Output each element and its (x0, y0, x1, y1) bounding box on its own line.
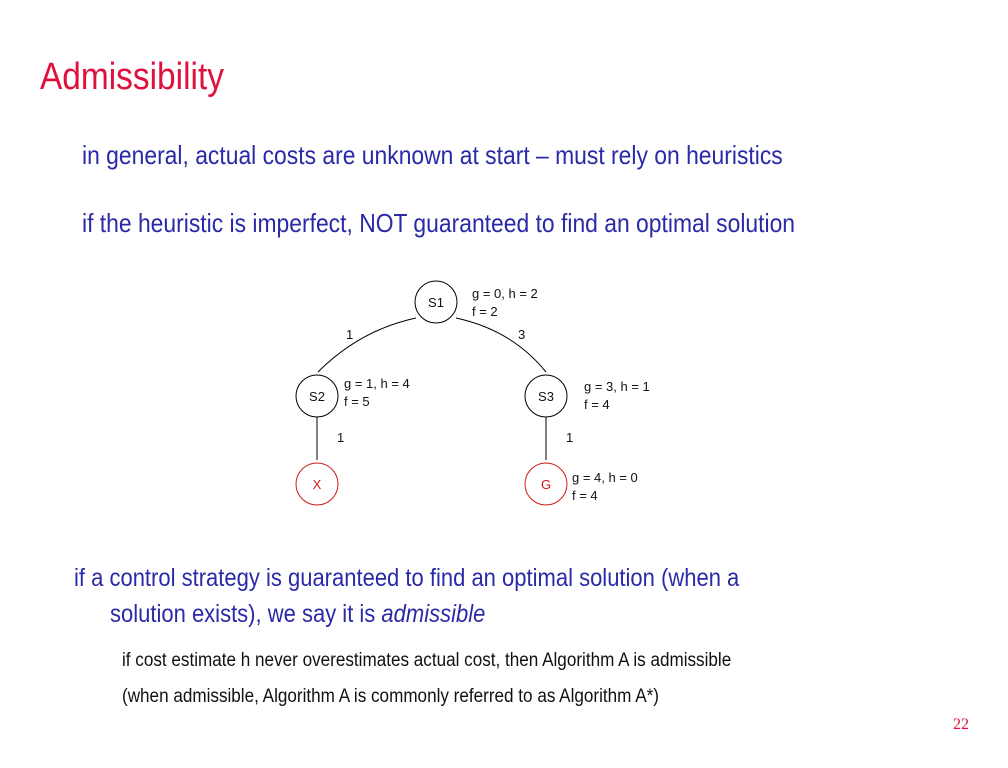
node-g-label: G (540, 477, 552, 492)
edge-s1-s3 (456, 318, 546, 372)
node-s1-gh: g = 0, h = 2 (472, 286, 538, 301)
edge-label-s2-x: 1 (337, 430, 345, 445)
node-s2-f: f = 5 (344, 394, 370, 409)
node-g-gh: g = 4, h = 0 (572, 470, 638, 485)
sub-bullet-overestimate: if cost estimate h never overestimates actual cost, then Algorithm A is admissible (122, 650, 732, 671)
bullet-imperfect-heuristic: if the heuristic is imperfect, NOT guaranteed to find an optimal solution (82, 208, 796, 238)
node-g-f: f = 4 (572, 488, 598, 503)
node-s1-f: f = 2 (472, 304, 498, 319)
edge-label-s1-s3: 3 (518, 327, 526, 342)
node-s1-label: S1 (428, 295, 444, 310)
page-number: 22 (953, 716, 969, 733)
slide-title: Admissibility (40, 56, 224, 98)
edge-label-s3-g: 1 (566, 430, 574, 445)
node-s2-gh: g = 1, h = 4 (344, 376, 410, 391)
sub-bullet-a-star: (when admissible, Algorithm A is commonly referred to as Algorithm A*) (122, 686, 659, 707)
node-s3-f: f = 4 (584, 397, 610, 412)
bullet-admissible-def-line2 (110, 600, 485, 629)
bullet-admissible-def-line1: if a control strategy is guaranteed to find an optimal solution (when a (74, 564, 740, 592)
node-s3-label: S3 (538, 389, 554, 404)
bullet-heuristics: in general, actual costs are unknown at start – must rely on heuristics (82, 140, 783, 170)
edge-label-s1-s2: 1 (346, 327, 354, 342)
bullet-admissible-prefix: solution exists), we say it is (110, 600, 382, 628)
node-x-label: X (312, 477, 322, 492)
admissible-emphasis: admissible (381, 600, 486, 628)
edge-s1-s2 (318, 318, 416, 372)
node-s2-label: S2 (309, 389, 325, 404)
node-s3-gh: g = 3, h = 1 (584, 379, 650, 394)
